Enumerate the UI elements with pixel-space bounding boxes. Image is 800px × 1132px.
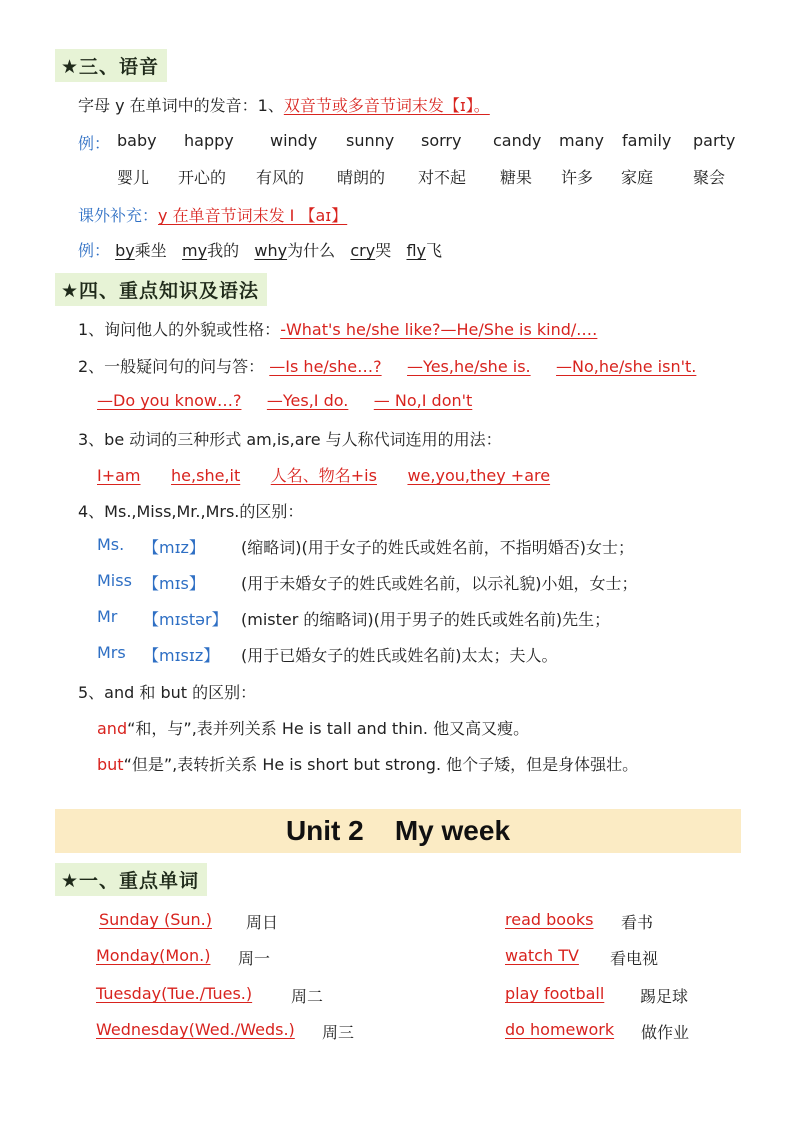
grammar-item-3-label: 3、be 动词的三种形式 am,is,are 与人称代词连用的用法： (78, 430, 502, 449)
vocab-meaning: 周一 (238, 949, 271, 968)
grammar-item-2-label: 2、一般疑问句的问与答： (78, 357, 265, 376)
title-desc: (缩略词)(用于女子的姓氏或姓名前，不指明婚否)女士； (241, 538, 634, 557)
title-ipa: 【mɪstər】 (143, 610, 228, 629)
example2-line (78, 238, 442, 261)
grammar-item-2-part: —Do you know…? (97, 391, 242, 410)
example-word: sorry (421, 131, 462, 150)
title-ipa: 【mɪz】 (143, 538, 205, 557)
example-meaning: 家庭 (621, 168, 654, 187)
vocab-meaning: 周三 (322, 1023, 355, 1042)
example-word: happy (184, 131, 234, 150)
example2-label: 例： (78, 241, 111, 260)
example-label: 例： (78, 134, 111, 153)
but-word: but (97, 755, 124, 774)
be-form: he,she,it (171, 466, 241, 485)
example-word: windy (270, 131, 318, 150)
example2-meaning: 乘坐 (134, 241, 167, 260)
example2-meaning: 我的 (207, 241, 240, 260)
title-word: Mrs (97, 643, 126, 662)
title-desc: (用于已婚女子的姓氏或姓名前)太太；夫人。 (241, 646, 558, 665)
example-word: candy (493, 131, 542, 150)
grammar-item-1-text: -What's he/she like?—He/She is kind/.… (280, 320, 598, 339)
grammar-item-2-part: —Yes,he/she is. (407, 357, 531, 376)
grammar-item-4-label: 4、Ms.,Miss,Mr.,Mrs.的区别： (78, 502, 304, 521)
vocab-phrase: read books (505, 910, 594, 929)
example-meaning: 有风的 (256, 168, 305, 187)
grammar-item-1-label: 1、询问他人的外貌或性格： (78, 320, 281, 339)
vocab-phrase: watch TV (505, 946, 579, 965)
title-word: Mr (97, 607, 118, 626)
grammar-item-1 (78, 317, 597, 340)
section-heading-vocab: ★一、重点单词 (55, 863, 207, 896)
example2-meaning: 哭 (375, 241, 392, 260)
example-meaning: 聚会 (693, 168, 726, 187)
extra-rule-text: y 在单音节词末发 I 【aɪ】 (158, 206, 348, 225)
example-word: sunny (346, 131, 395, 150)
vocab-word: Wednesday(Wed./Weds.) (96, 1020, 295, 1039)
be-form: we,you,they +are (407, 466, 551, 485)
grammar-item-2-part: —No,he/she isn't. (556, 357, 697, 376)
example-meaning: 婴儿 (117, 168, 150, 187)
vocab-meaning: 看电视 (610, 949, 659, 968)
grammar-item-3-forms (97, 463, 550, 486)
example-meaning: 许多 (561, 168, 594, 187)
example-meaning: 开心的 (178, 168, 227, 187)
title-desc: (用于未婚女子的姓氏或姓名前，以示礼貌)小姐，女士； (241, 574, 638, 593)
example2-meaning: 飞 (426, 241, 443, 260)
title-ipa: 【mɪsɪz】 (143, 646, 220, 665)
vocab-meaning: 周二 (291, 987, 324, 1006)
vocab-meaning: 踢足球 (640, 987, 689, 1006)
vocab-meaning: 做作业 (641, 1023, 690, 1042)
phonics-rule-highlight: 双音节或多音节词末发【ɪ】。 (283, 96, 490, 115)
extra-label: 课外补充： (78, 206, 159, 225)
and-desc: “和，与”,表并列关系 He is tall and thin. 他又高又瘦。 (127, 719, 530, 738)
grammar-item-5-label: 5、and 和 but 的区别： (78, 683, 257, 702)
but-desc: “但是”,表转折关系 He is short but strong. 他个子矮，但是身体强壮。 (123, 755, 639, 774)
grammar-item-2-part: —Is he/she…? (269, 357, 382, 376)
but-line (97, 752, 638, 775)
example-meaning: 对不起 (418, 168, 467, 187)
title-word: Miss (97, 571, 132, 590)
section-heading-grammar: ★四、重点知识及语法 (55, 273, 267, 306)
grammar-item-2-part: — No,I don't (373, 391, 473, 410)
be-form: I+am (97, 466, 141, 485)
and-line (97, 716, 529, 739)
vocab-phrase: do homework (505, 1020, 615, 1039)
title-desc: (mister 的缩略词)(用于男子的姓氏或姓名前)先生； (241, 610, 611, 629)
example2-word: by (115, 241, 135, 260)
grammar-item-2 (78, 354, 696, 377)
example-word: family (622, 131, 672, 150)
section-heading-phonics: ★三、语音 (55, 49, 167, 82)
example2-word: fly (406, 241, 427, 260)
vocab-word: Sunday (Sun.) (99, 910, 212, 929)
extra-rule (78, 203, 347, 226)
title-word: Ms. (97, 535, 125, 554)
vocab-meaning: 周日 (246, 913, 279, 932)
vocab-word: Monday(Mon.) (96, 946, 211, 965)
example2-word: cry (350, 241, 376, 260)
vocab-meaning: 看书 (621, 913, 654, 932)
and-word: and (97, 719, 128, 738)
grammar-item-2-line2 (97, 391, 472, 410)
vocab-phrase: play football (505, 984, 605, 1003)
example-word: many (559, 131, 604, 150)
unit-title: Unit 2 My week (285, 815, 511, 846)
title-ipa: 【mɪs】 (143, 574, 205, 593)
example-meaning: 糖果 (500, 168, 533, 187)
example-word: party (693, 131, 736, 150)
example2-word: my (182, 241, 208, 260)
phonics-rule-prefix: 字母 y 在单词中的发音：1、 (78, 96, 284, 115)
grammar-item-2-part: —Yes,I do. (266, 391, 349, 410)
example2-word: why (254, 241, 288, 260)
phonics-rule (78, 93, 490, 116)
example-word: baby (117, 131, 157, 150)
vocab-word: Tuesday(Tue./Tues.) (96, 984, 253, 1003)
example2-meaning: 为什么 (287, 241, 336, 260)
example-meaning: 晴朗的 (337, 168, 386, 187)
be-form: 人名、物名+is (270, 466, 377, 485)
